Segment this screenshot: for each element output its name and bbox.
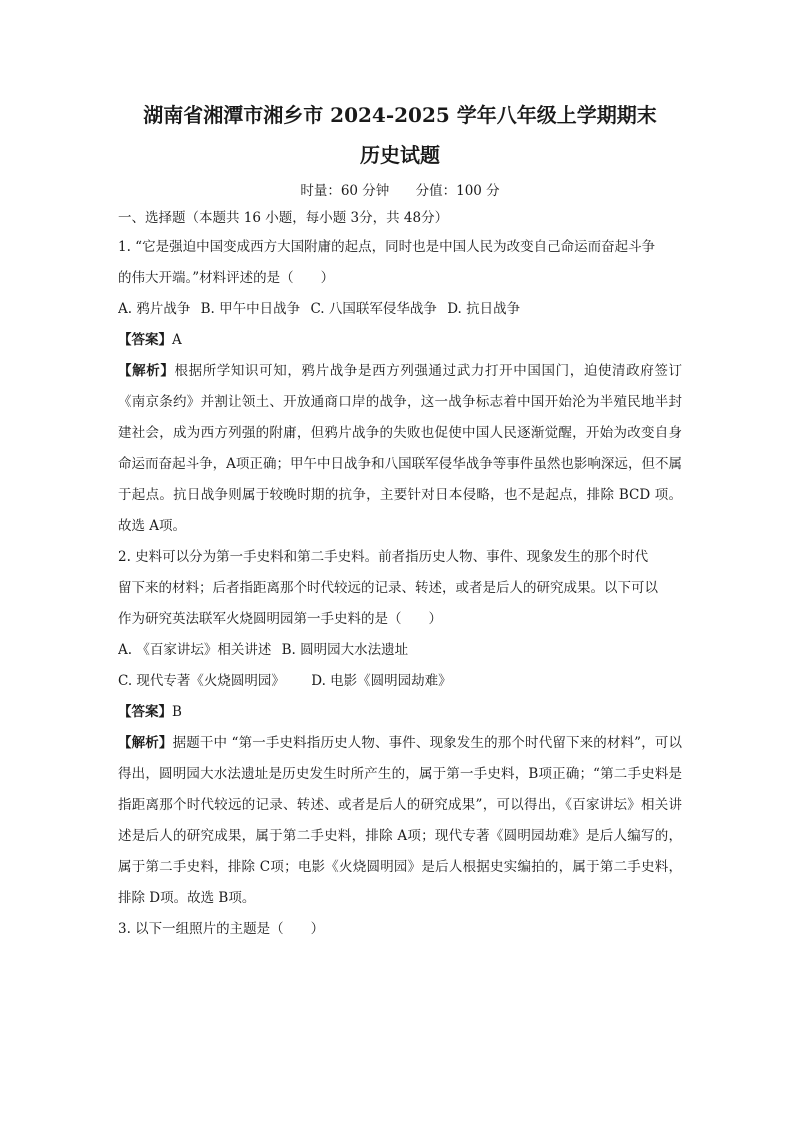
analysis-label: 【解析】 [118, 735, 173, 751]
question-1-option-a: A. 鸦片战争 [118, 301, 191, 317]
answer-value: A [172, 332, 182, 348]
question-1-analysis [118, 356, 682, 542]
analysis-label: 【解析】 [118, 363, 175, 379]
question-3 [118, 914, 682, 945]
exam-time: 时量：60 分钟 [300, 183, 390, 199]
exam-score: 分值：100 分 [415, 183, 500, 199]
question-2-stem-line-2: 留下来的材料；后者指距离那个时代较远的记录、转述，或者是后人的研究成果。以下可以 [118, 580, 658, 596]
question-1-answer [118, 325, 682, 356]
question-2-analysis [118, 728, 682, 914]
question-1-option-d: D. 抗日战争 [447, 301, 521, 317]
question-1-option-c: C. 八国联军侵华战争 [310, 301, 437, 317]
question-2-option-a: A. 《百家讲坛》相关讲述 [118, 642, 272, 658]
analysis-text: 据题干中 “第一手史料指历史人物、事件、现象发生的那个时代留下来的材料”，可以得出，圆明园大水法遗址是历史发生时所产生的，属于第一手史料，B项正确；“第二手史料是指距离那个时代较远的记录、转述、或者是后人的研究成果”，可以得出，《百家讲坛》相关讲述是后人的研究成果，属于第二手史料，排除 A项；现代专著《圆明园劫难》是后人编写的，属于第二手史料，排除 C项；电影《火烧圆明园》是后人根据史实编拍的，属于第二手史料，排除 D项。故选 B项。 [118, 735, 682, 906]
question-3-stem-line-1: 3. 以下一组照片的主题是（ ） [118, 921, 325, 937]
question-2-options-row-2 [118, 666, 682, 697]
question-2-answer [118, 697, 682, 728]
question-1-stem-line-1: 1. “它是强迫中国变成西方大国附庸的起点，同时也是中国人民为改变自己命运而奋起斗争 [118, 239, 656, 255]
question-2-stem-line-3: 作为研究英法联军火烧圆明园第一手史料的是（ ） [118, 611, 442, 627]
exam-meta [118, 180, 682, 202]
exam-title-line2: 历史试题 [360, 143, 440, 167]
question-2-option-d: D. 电影《圆明园劫难》 [311, 673, 452, 689]
answer-value: B [172, 704, 182, 720]
answer-label: 【答案】 [118, 704, 172, 720]
analysis-text: 根据所学知识可知，鸦片战争是西方列强通过武力打开中国国门，迫使清政府签订《南京条约》并割让领土、开放通商口岸的战争，这一战争标志着中国开始沦为半殖民地半封建社会，成为西方列强的附庸，但鸦片战争的失败也促使中国人民逐渐觉醒，开始为改变自身命运而奋起斗争，A项正确；甲午中日战争和八国联军侵华战争等事件虽然也影响深远，但不属于起点。抗日战争则属于较晚时期的抗争，主要针对日本侵略，也不是起点，排除 BCD 项。故选 A项。 [118, 363, 683, 534]
question-2-option-b: B. 圆明园大水法遗址 [281, 642, 409, 658]
question-1 [118, 232, 682, 542]
question-2-option-c: C. 现代专著《火烧圆明园》 [118, 673, 285, 689]
question-2 [118, 542, 682, 914]
answer-label: 【答案】 [118, 332, 172, 348]
section-title: 一、选择题（本题共 16 小题，每小题 3分，共 48分） [118, 210, 449, 226]
exam-title-line1: 湖南省湘潭市湘乡市 2024-2025 学年八年级上学期期末 [143, 103, 657, 127]
question-1-stem-line-2: 的伟大开端。”材料评述的是（ ） [118, 270, 335, 286]
question-2-options-row-1 [118, 635, 682, 666]
question-1-options [118, 294, 682, 325]
question-2-stem-line-1: 2. 史料可以分为第一手史料和第二手史料。前者指历史人物、事件、现象发生的那个时代 [118, 549, 649, 565]
question-1-option-b: B. 甲午中日战争 [200, 301, 301, 317]
